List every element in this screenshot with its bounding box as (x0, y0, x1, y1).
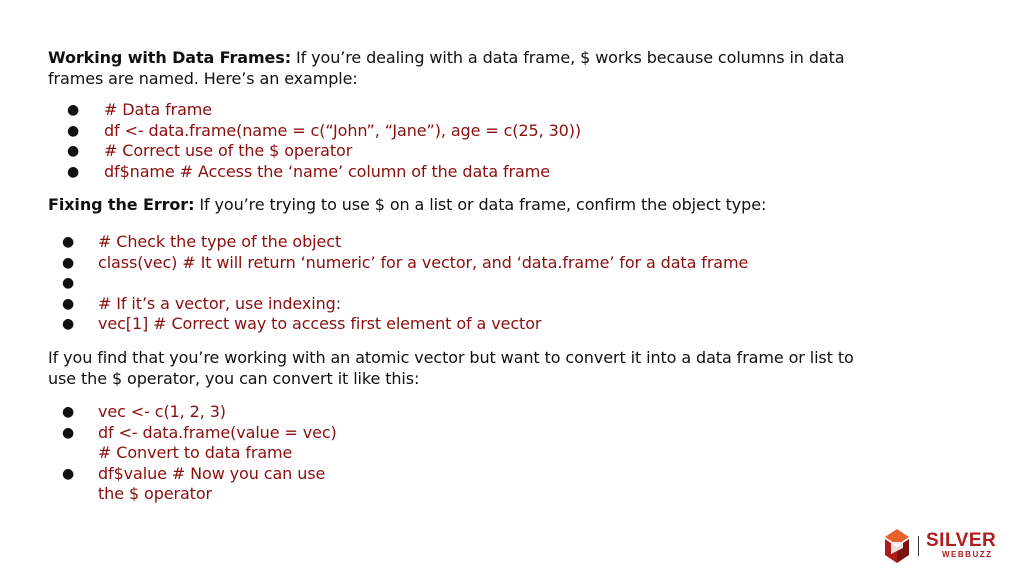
paragraph-data-frames (48, 47, 860, 89)
logo-subword: WEBBUZZ (942, 550, 993, 559)
paragraph-data-frames-text: If you’re dealing with a data frame, $ works because columns in data frames are named. Here’s an example: (48, 48, 845, 88)
logo-mark-icon (882, 528, 912, 564)
list-item: ● df$value # Now you can use (62, 463, 326, 483)
heading-data-frames: Working with Data Frames: (48, 48, 292, 67)
list-item: ● vec[1] # Correct way to access first element of a vector (62, 314, 542, 333)
paragraph-convert-vector-text: If you find that you’re working with an atomic vector but want to convert it into a data frame or list to use the $ operator, you can convert it like this: (48, 348, 854, 388)
code-list-convert (62, 402, 337, 505)
code-list-fixing-error (62, 232, 748, 335)
list-item-continuation: the $ operator (98, 484, 213, 503)
list-item: ● # If it’s a vector, use indexing: (62, 293, 341, 313)
logo-separator (918, 536, 919, 556)
list-item: ● df$name # Access the ‘name’ column of the data frame (67, 161, 550, 181)
list-item: ● df <- data.frame(name = c(“John”, “Jane”), age = c(25, 30)) (67, 120, 582, 140)
paragraph-convert-vector (48, 347, 860, 389)
list-item-continuation: # Convert to data frame (98, 443, 293, 462)
list-item: ● class(vec) # It will return ‘numeric’ for a vector, and ‘data.frame’ for a data frame (62, 252, 749, 272)
list-item: ● # Check the type of the object (62, 232, 342, 251)
list-item: ● # Data frame (67, 100, 213, 119)
list-item: ● vec <- c(1, 2, 3) (62, 402, 226, 421)
list-item: ● # Correct use of the $ operator (67, 141, 353, 160)
logo-word: SILVER (926, 530, 997, 551)
paragraph-fixing-error-text: If you’re trying to use $ on a list or data frame, confirm the object type: (194, 195, 767, 214)
list-item: ● (62, 275, 75, 291)
paragraph-fixing-error (48, 194, 860, 215)
code-list-data-frames (67, 100, 581, 182)
heading-fixing-error: Fixing the Error: (48, 195, 195, 214)
list-item: ● df <- data.frame(value = vec) (62, 422, 337, 442)
silver-webbuzz-logo (882, 528, 1008, 564)
